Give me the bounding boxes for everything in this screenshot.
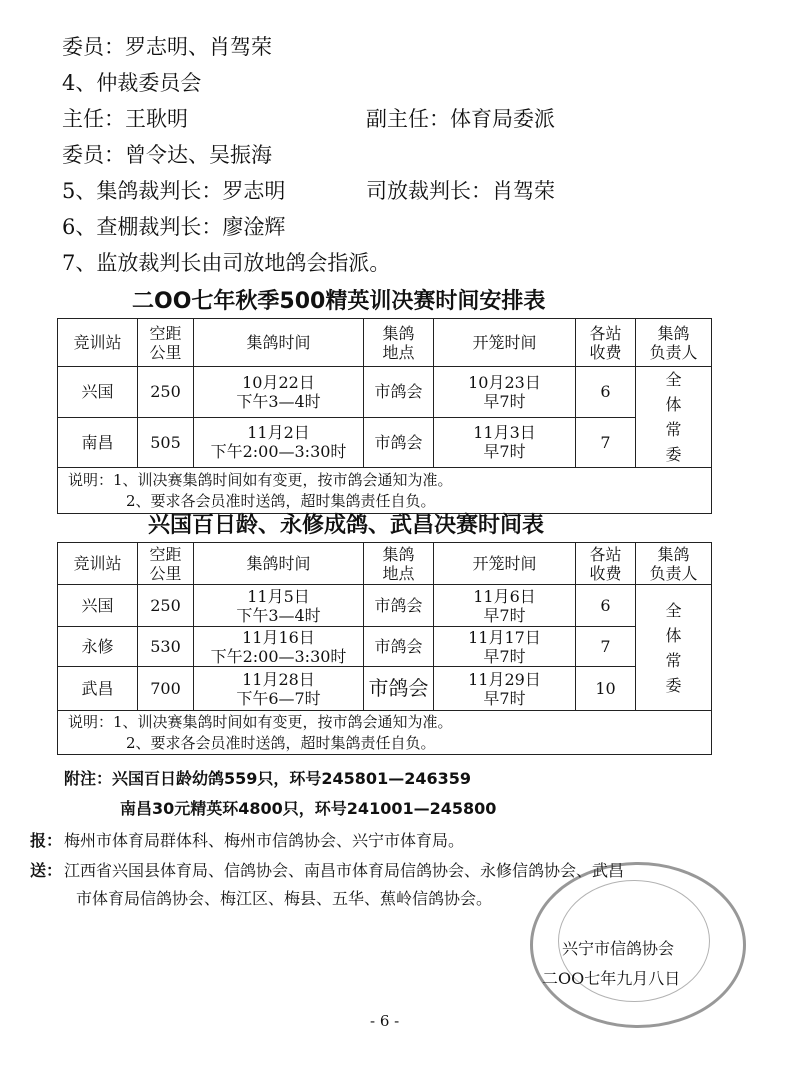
cell-responsible: 全体常委 (636, 367, 712, 468)
cell-fee: 6 (576, 367, 636, 418)
table-row (58, 367, 712, 418)
table2-schedule (57, 542, 712, 755)
header-place: 集鸽 地点 (364, 543, 434, 585)
table1-title: 二OO七年秋季500精英训决赛时间安排表 (132, 289, 546, 314)
cell-station: 武昌 (58, 667, 138, 711)
report-to-label: 报： (30, 831, 63, 850)
cell-place: 市鸽会 (364, 627, 434, 667)
table-note: 说明：1、训决赛集鸽时间如有变更，按市鸽会通知为准。 2、要求各会员准时送鸽，超时集鸽责任自负。 (58, 711, 712, 755)
cell-distance: 250 (138, 585, 194, 627)
table-row (58, 627, 712, 667)
cell-distance: 700 (138, 667, 194, 711)
header-distance: 空距 公里 (138, 543, 194, 585)
cell-collect-time: 11月28日 下午6—7时 (194, 667, 364, 711)
header-collect-time: 集鸽时间 (194, 319, 364, 367)
table-row (58, 667, 712, 711)
header-fee: 各站 收费 (576, 543, 636, 585)
cell-fee: 7 (576, 417, 636, 468)
release-supervisor-line: 7、监放裁判长由司放地鸽会指派。 (62, 251, 391, 275)
cell-distance: 505 (138, 417, 194, 468)
arbitration-director-line: 主任：王耿明 (62, 107, 188, 131)
cell-release-time: 10月23日 早7时 (434, 367, 576, 418)
page-number: - 6 - (370, 1012, 400, 1030)
header-responsible: 集鸽 负责人 (636, 543, 712, 585)
table-row (58, 417, 712, 468)
cell-distance: 250 (138, 367, 194, 418)
table-note: 说明：1、训决赛集鸽时间如有变更，按市鸽会通知为准。 2、要求各会员准时送鸽，超时集鸽责任自负。 (58, 468, 712, 514)
cell-station: 永修 (58, 627, 138, 667)
arbitration-members-line: 委员：曾令达、吴振海 (62, 143, 272, 167)
table-header-row (58, 543, 712, 585)
send-to-text-1: 江西省兴国县体育局、信鸽协会、南昌市体育局信鸽协会、永修信鸽协会、武昌 (64, 861, 625, 880)
appendix-line-2: 南昌30元精英环4800只，环号241001—245800 (120, 799, 497, 818)
cell-release-time: 11月6日 早7时 (434, 585, 576, 627)
cell-collect-time: 11月5日 下午3—4时 (194, 585, 364, 627)
header-distance: 空距 公里 (138, 319, 194, 367)
send-to-label: 送： (30, 861, 63, 880)
cell-collect-time: 11月16日 下午2:00—3:30时 (194, 627, 364, 667)
send-to-text-2: 市体育局信鸽协会、梅江区、梅县、五华、蕉岭信鸽协会。 (76, 889, 493, 908)
header-station: 竞训站 (58, 543, 138, 585)
arbitration-committee-heading: 4、仲裁委员会 (62, 71, 202, 95)
table1-schedule (57, 318, 712, 514)
issue-date: 二OO七年九月八日 (542, 969, 681, 988)
cell-release-time: 11月3日 早7时 (434, 417, 576, 468)
header-release-time: 开笼时间 (434, 319, 576, 367)
cell-distance: 530 (138, 627, 194, 667)
header-fee: 各站 收费 (576, 319, 636, 367)
cell-fee: 6 (576, 585, 636, 627)
header-place: 集鸽 地点 (364, 319, 434, 367)
header-release-time: 开笼时间 (434, 543, 576, 585)
cell-collect-time: 11月2日 下午2:00—3:30时 (194, 417, 364, 468)
header-station: 竞训站 (58, 319, 138, 367)
loft-inspection-referee-line: 6、查棚裁判长：廖淦辉 (62, 215, 286, 239)
release-referee-line: 司放裁判长：肖驾荣 (366, 179, 555, 203)
cell-station: 南昌 (58, 417, 138, 468)
cell-release-time: 11月17日 早7时 (434, 627, 576, 667)
cell-fee: 7 (576, 627, 636, 667)
cell-collect-time: 10月22日 下午3—4时 (194, 367, 364, 418)
cell-place: 市鸽会 (364, 585, 434, 627)
appendix-line-1: 附注：兴国百日龄幼鸽559只，环号245801—246359 (64, 769, 471, 788)
cell-place: 市鸽会 (364, 667, 434, 711)
cell-station: 兴国 (58, 585, 138, 627)
table2-title: 兴国百日龄、永修成鸽、武昌决赛时间表 (148, 513, 545, 538)
table-note-row (58, 468, 712, 514)
table-note-row (58, 711, 712, 755)
issuing-organization: 兴宁市信鸽协会 (562, 939, 675, 958)
committee-members-line: 委员：罗志明、肖驾荣 (62, 35, 272, 59)
table-header-row (58, 319, 712, 367)
table-row (58, 585, 712, 627)
cell-station: 兴国 (58, 367, 138, 418)
cell-place: 市鸽会 (364, 417, 434, 468)
cell-place: 市鸽会 (364, 367, 434, 418)
header-responsible: 集鸽 负责人 (636, 319, 712, 367)
cell-fee: 10 (576, 667, 636, 711)
report-to-text: 梅州市体育局群体科、梅州市信鸽协会、兴宁市体育局。 (64, 831, 465, 850)
collection-referee-line: 5、集鸽裁判长：罗志明 (62, 179, 286, 203)
cell-responsible: 全体常委 (636, 585, 712, 711)
header-collect-time: 集鸽时间 (194, 543, 364, 585)
cell-release-time: 11月29日 早7时 (434, 667, 576, 711)
arbitration-deputy-line: 副主任：体育局委派 (366, 107, 555, 131)
